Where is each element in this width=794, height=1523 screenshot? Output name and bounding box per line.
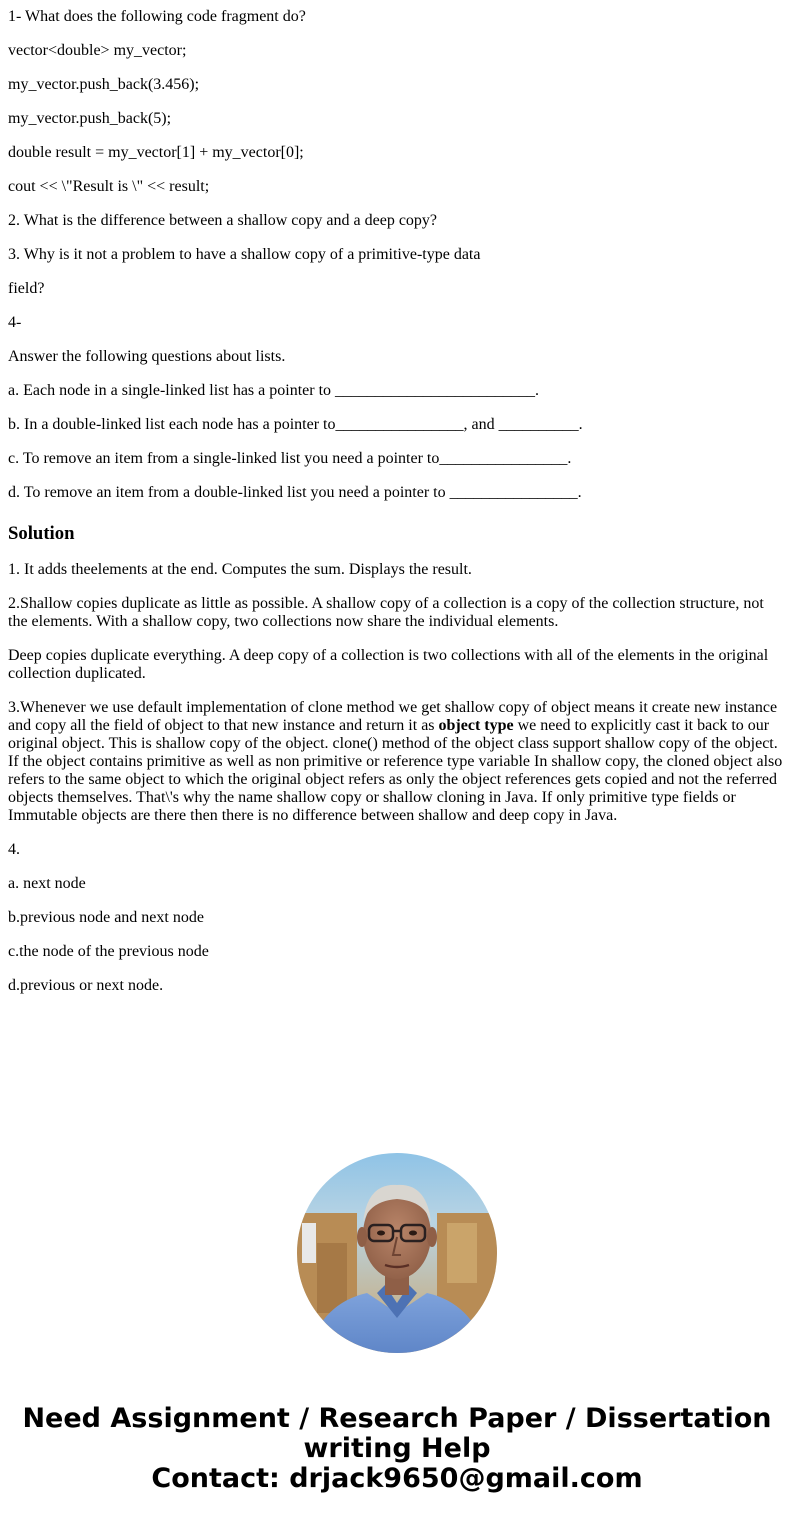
answer-2-paragraph-1: 2.Shallow copies duplicate as little as possible. A shallow copy of a collection is a copy of the collection structure, not the elements. With a shallow copy, two collections now share the individual elements.	[8, 595, 764, 630]
author-photo	[297, 1153, 497, 1353]
question-4a: a. Each node in a single-linked list has a pointer to _________________________.	[8, 382, 540, 399]
code-line-4: double result = my_vector[1] + my_vector[0];	[8, 144, 304, 161]
answer-4-label: 4.	[8, 841, 20, 858]
footer-line-2: writing Help	[303, 1433, 491, 1464]
code-line-5: cout << \"Result is \" << result;	[8, 178, 210, 195]
solution-heading: Solution	[8, 523, 75, 544]
document-body	[8, 0, 786, 1003]
question-4b: b. In a double-linked list each node has a pointer to________________, and __________.	[8, 416, 583, 433]
answer-3-text-after: we need to explicitly cast it back to our original object. This is shallow copy of the object. clone() method of the object class support shallow copy of the object. If the object contains primitive as well as non primitive or reference type variable In shallow copy, the cloned object also refers to the same object to which the original object refers as only the object references gets copied and not the referred objects themselves. That\'s why the name shallow copy or shallow cloning in Java. If only primitive type fields or Immutable objects are there then there is no difference between shallow and deep copy in Java.	[8, 717, 783, 824]
answer-3-text-before: 3.Whenever we use default implementation of clone method we get shallow copy of object means it create new instance and copy all the field of object to that new instance and return it as	[8, 699, 778, 734]
question-4-intro: Answer the following questions about lists.	[8, 348, 286, 365]
footer-contact: Contact: drjack9650@gmail.com	[151, 1463, 643, 1494]
question-4c: c. To remove an item from a single-linked list you need a pointer to________________.	[8, 450, 572, 467]
answer-4a: a. next node	[8, 875, 86, 892]
answer-4c: c.the node of the previous node	[8, 943, 209, 960]
answer-2-paragraph-2: Deep copies duplicate everything. A deep copy of a collection is two collections with all of the elements in the original collection duplicated.	[8, 647, 769, 682]
answer-1: 1. It adds theelements at the end. Computes the sum. Displays the result.	[8, 561, 472, 578]
footer-banner	[0, 1404, 794, 1494]
question-4-label: 4-	[8, 314, 22, 331]
question-2: 2. What is the difference between a shallow copy and a deep copy?	[8, 212, 438, 229]
question-1: 1- What does the following code fragment do?	[8, 8, 306, 25]
answer-4b: b.previous node and next node	[8, 909, 204, 926]
answer-3	[8, 691, 786, 833]
answer-4d: d.previous or next node.	[8, 977, 164, 994]
question-4d: d. To remove an item from a double-linked list you need a pointer to ________________.	[8, 484, 582, 501]
code-line-2: my_vector.push_back(3.456);	[8, 76, 200, 93]
footer-line-1: Need Assignment / Research Paper / Dissertation	[22, 1403, 772, 1434]
question-3-line-1: 3. Why is it not a problem to have a shallow copy of a primitive-type data	[8, 246, 481, 263]
code-line-1: vector<double> my_vector;	[8, 42, 187, 59]
question-3-line-2: field?	[8, 280, 45, 297]
code-line-3: my_vector.push_back(5);	[8, 110, 172, 127]
answer-3-bold-term: object type	[438, 717, 514, 734]
